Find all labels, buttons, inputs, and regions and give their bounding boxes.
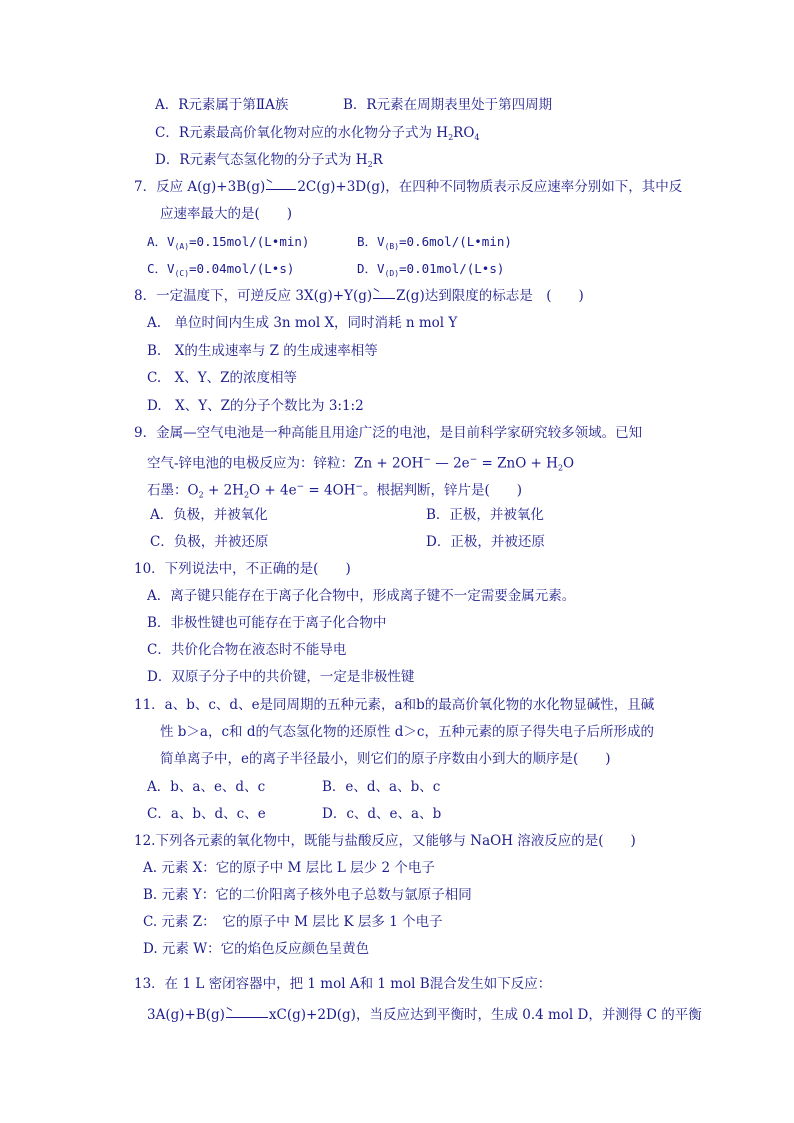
q11-stem-line3: 简单离子中，e的离子半径最小，则它们的原子序数由小到大的顺序是( ) [160, 751, 611, 767]
q7-stem-line2: 应速率最大的是( ) [160, 206, 293, 222]
equilibrium-arrow-icon [266, 184, 296, 192]
q13-stem-line2: 3A(g)+B(g) xC(g)+2D(g)，当反应达到平衡时，生成 0.4 mol D，并测得 C 的平衡 [147, 1007, 702, 1023]
q12-option-c: C. 元素 Z： 它的原子中 M 层比 K 层多 1 个电子 [143, 914, 443, 930]
q11-stem-line1: 11．a、b、c、d、e是同周期的五种元素，a和b的最高价氧化物的水化物显碱性，且碱 [134, 697, 655, 713]
q12-stem: 12.下列各元素的氧化物中，既能与盐酸反应，又能够与 NaOH 溶液反应的是( ) [134, 833, 636, 849]
q11-option-a: A．b、a、e、d、c [147, 779, 266, 795]
q10-option-d: D．双原子分子中的共价键，一定是非极性键 [147, 669, 415, 685]
q9-stem-line3: 石墨：$O_2 + 2H_2O + 4e^- = 4OH^-$。根据判断，锌片是( ) [147, 482, 523, 500]
q9-option-c: C．负极，并被还原 [150, 534, 269, 550]
q12-option-d: D. 元素 W：它的焰色反应颜色呈黄色 [143, 941, 370, 957]
q11-option-c: C．a、b、d、c、e [147, 806, 266, 822]
q8-stem: 8．一定温度下，可逆反应 3X(g)+Y(g) Z(g)达到限度的标志是 ( ) [134, 288, 584, 304]
q13-stem-line1: 13．在 1 L 密闭容器中，把 1 mol A和 1 mol B混合发生如下反应： [134, 976, 552, 992]
q9-option-b: B．正极，并被氧化 [426, 507, 544, 523]
q8-option-a: A. 单位时间内生成 3n mol X，同时消耗 n mol Y [147, 315, 458, 331]
q9-option-a: A．负极，并被氧化 [150, 507, 268, 523]
q7-option-a: A．$V_{(A)}=0.15mol/(L•\min)$ [147, 234, 310, 251]
q10-option-a: A．离子键只能存在于离子化合物中，形成离子键不一定需要金属元素。 [147, 588, 576, 604]
q10-option-b: B．非极性键也可能存在于离子化合物中 [147, 615, 387, 631]
q7-stem: 7．反应 A(g)+3B(g) 2C(g)+3D(g)，在四种不同物质表示反应速率分别如下，其中反 [134, 179, 683, 195]
q9-stem-line2: 空气-锌电池的电极反应为：锌粒：Zn + 2OH− — 2e− = ZnO + $H_2O$ [147, 455, 575, 473]
equilibrium-arrow-icon [373, 293, 395, 301]
equilibrium-arrow-icon [226, 1012, 268, 1020]
q8-option-d: D. X、Y、Z的分子个数比为 3:1:2 [147, 398, 364, 414]
q7-option-d: D．$V_{(D)}=0.01mol/(L•s)$ [357, 261, 505, 278]
q9-option-d: D．正极，并被还原 [426, 534, 545, 550]
q6-option-b: B．R元素在周期表里处于第四周期 [343, 97, 553, 113]
q8-option-c: C. X、Y、Z的浓度相等 [147, 370, 298, 386]
q10-option-c: C．共价化合物在液态时不能导电 [147, 642, 347, 658]
q6-option-c: C．R元素最高价氧化物对应的水化物分子式为 $H_2RO_4$ [155, 125, 480, 142]
q7-option-b: B．$V_{(B)}=0.6mol/(L•\min)$ [357, 234, 512, 251]
q6-option-a: A．R元素属于第ⅡA族 [155, 97, 289, 113]
q8-option-b: B. X的生成速率与 Z 的生成速率相等 [147, 343, 378, 359]
q6-option-d: D．R元素气态氢化物的分子式为 $H_2R$ [155, 152, 383, 169]
q7-option-c: C．$V_{(C)}=0.04mol/(L•s)$ [147, 261, 295, 278]
q10-stem: 10．下列说法中，不正确的是( ) [134, 561, 351, 577]
q9-stem-line1: 9．金属—空气电池是一种高能且用途广泛的电池，是目前科学家研究较多领域。已知 [134, 425, 643, 441]
q11-stem-line2: 性 b＞a，c和 d的气态氢化物的还原性 d＞c，五种元素的原子得失电子后所形成的 [160, 724, 654, 740]
q12-option-b: B. 元素 Y：它的二价阳离子核外电子总数与氩原子相同 [143, 887, 472, 903]
q11-option-b: B．e、d、a、b、c [322, 779, 441, 795]
q11-option-d: D．c、d、e、a、b [322, 806, 442, 822]
q12-option-a: A. 元素 X：它的原子中 M 层比 L 层少 2 个电子 [143, 860, 435, 876]
